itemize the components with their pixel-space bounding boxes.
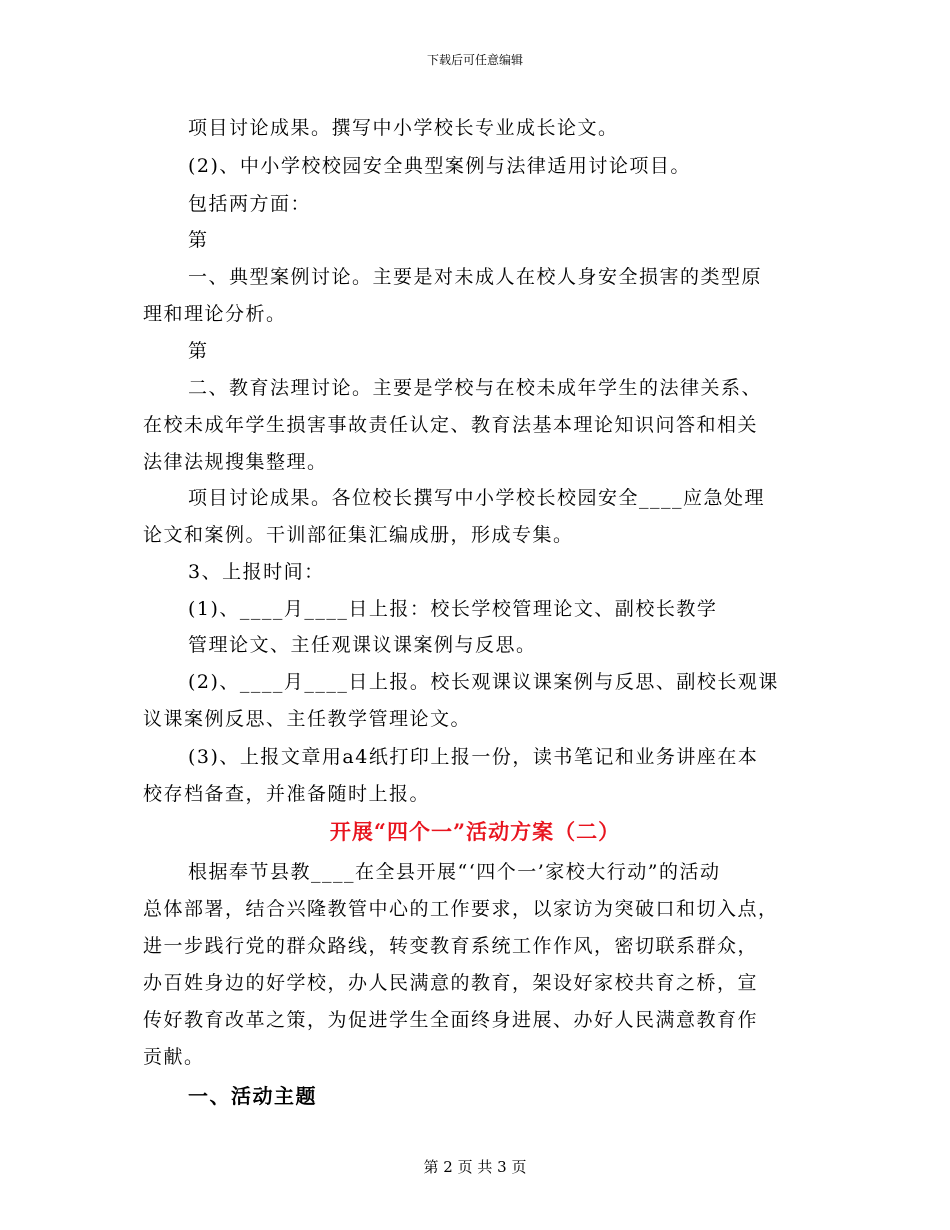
section-heading: 一、活动主题 <box>188 1084 317 1108</box>
text-line: (2)、____月____日上报。校长观课议课案例与反思、副校长观课 <box>188 671 779 693</box>
paragraph-line: 根据奉节县教____在全县开展“‘四个一’家校大行动”的活动 <box>188 861 721 883</box>
text-line: 包括两方面： <box>188 193 312 215</box>
text-line: 第 <box>188 229 209 251</box>
text-line: (2)、中小学校校园安全典型案例与法律适用讨论项目。 <box>188 155 691 177</box>
text-line: 项目讨论成果。撰写中小学校长专业成长论文。 <box>188 117 619 139</box>
page-footer: 第 2 页 共 3 页 <box>423 1158 527 1176</box>
paragraph-line: 贡献。 <box>143 1046 205 1068</box>
page-header: 下载后可任意编辑 <box>426 53 523 67</box>
text-line: 管理论文、主任观课议课案例与反思。 <box>188 634 537 656</box>
text-line: 第 <box>188 340 209 362</box>
text-line: 二、教育法理讨论。主要是学校与在校未成年学生的法律关系、 <box>188 377 763 399</box>
paragraph-line: 总体部署，结合兴隆教管中心的工作要求，以家访为突破口和切入点， <box>143 898 779 920</box>
section-title: 开展“四个一”活动方案（二） <box>329 819 621 844</box>
paragraph-line: 传好教育改革之策，为促进学生全面终身进展、办好人民满意教育作 <box>143 1009 759 1031</box>
text-line: (1)、____月____日上报：校长学校管理论文、副校长教学 <box>188 598 718 620</box>
paragraph-line: 进一步践行党的群众路线，转变教育系统工作作风，密切联系群众， <box>143 935 759 957</box>
text-line: 一、典型案例讨论。主要是对未成人在校人身安全损害的类型原 <box>188 266 763 288</box>
text-line: 3、上报时间： <box>188 561 325 583</box>
text-line: 校存档备查，并准备随时上报。 <box>143 783 431 805</box>
text-line: 理和理论分析。 <box>143 303 287 325</box>
paragraph-line: 办百姓身边的好学校，办人民满意的教育，架设好家校共育之桥，宣 <box>143 972 759 994</box>
text-line: (3)、上报文章用a4纸打印上报一份，读书笔记和业务讲座在本 <box>188 746 759 768</box>
text-line: 论文和案例。干训部征集汇编成册，形成专集。 <box>143 524 574 546</box>
text-line: 项目讨论成果。各位校长撰写中小学校长校园安全____应急处理 <box>188 487 766 509</box>
text-line: 议课案例反思、主任教学管理论文。 <box>143 708 472 730</box>
text-line: 在校未成年学生损害事故责任认定、教育法基本理论知识问答和相关 <box>143 414 759 436</box>
text-line: 法律法规搜集整理。 <box>143 451 328 473</box>
